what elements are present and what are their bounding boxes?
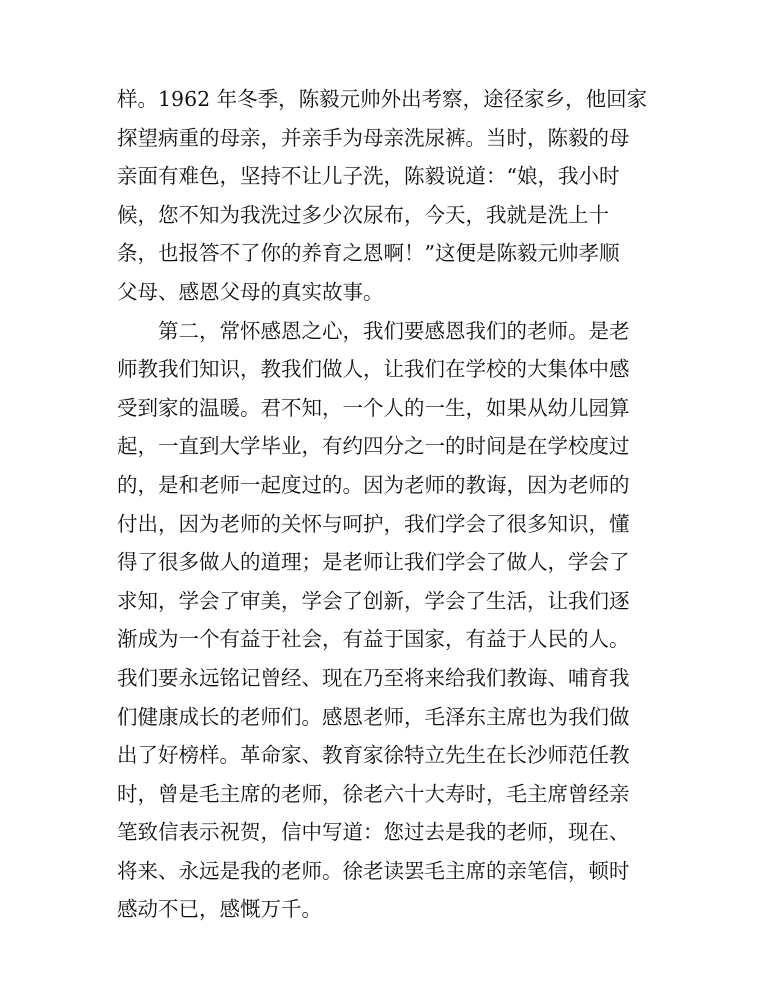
text-line: 受到家的温暖。君不知，一个人的一生，如果从幼儿园算: [117, 395, 630, 420]
text-line: 感动不已，感慨万千。: [117, 897, 322, 922]
text-line: 师教我们知识，教我们做人，让我们在学校的大集体中感: [117, 357, 630, 382]
text-line: 付出，因为老师的关怀与呵护，我们学会了很多知识，懂: [117, 511, 630, 536]
text-line: 笔致信表示祝贺，信中写道：您过去是我的老师，现在、: [117, 820, 630, 845]
text-line: 第二，常怀感恩之心，我们要感恩我们的老师。是老: [117, 318, 630, 343]
text-line: 时，曾是毛主席的老师，徐老六十大寿时，毛主席曾经亲: [117, 781, 630, 806]
text-line: 的，是和老师一起度过的。因为老师的教诲，因为老师的: [117, 472, 630, 497]
text-line: 求知，学会了审美，学会了创新，学会了生活，让我们逐: [117, 588, 630, 613]
text-line: 起，一直到大学毕业，有约四分之一的时间是在学校度过: [117, 434, 630, 459]
text-line: 渐成为一个有益于社会，有益于国家，有益于人民的人。: [117, 627, 630, 652]
text-line: 条，也报答不了你的养育之恩啊！”这便是陈毅元帅孝顺: [117, 241, 620, 266]
text-line: 我们要永远铭记曾经、现在乃至将来给我们教诲、哺育我: [117, 665, 630, 690]
text-line: 亲面有难色，坚持不让儿子洗，陈毅说道：“娘，我小时: [117, 164, 620, 189]
text-line: 候，您不知为我洗过多少次尿布，今天，我就是洗上十: [117, 202, 609, 227]
text-line: 们健康成长的老师们。感恩老师，毛泽东主席也为我们做: [117, 704, 630, 729]
text-line: 父母、感恩父母的真实故事。: [117, 279, 384, 304]
text-line: 探望病重的母亲，并亲手为母亲洗尿裤。当时，陈毅的母: [117, 125, 630, 150]
text-line: 出了好榜样。革命家、教育家徐特立先生在长沙师范任教: [117, 743, 630, 768]
document-page: [117, 80, 647, 929]
text-line: 得了很多做人的道理；是老师让我们学会了做人，学会了: [117, 550, 630, 575]
text-line: 样。1962 年冬季，陈毅元帅外出考察，途径家乡，他回家: [117, 87, 648, 111]
text-line: 将来、永远是我的老师。徐老读罢毛主席的亲笔信，顿时: [117, 858, 630, 883]
